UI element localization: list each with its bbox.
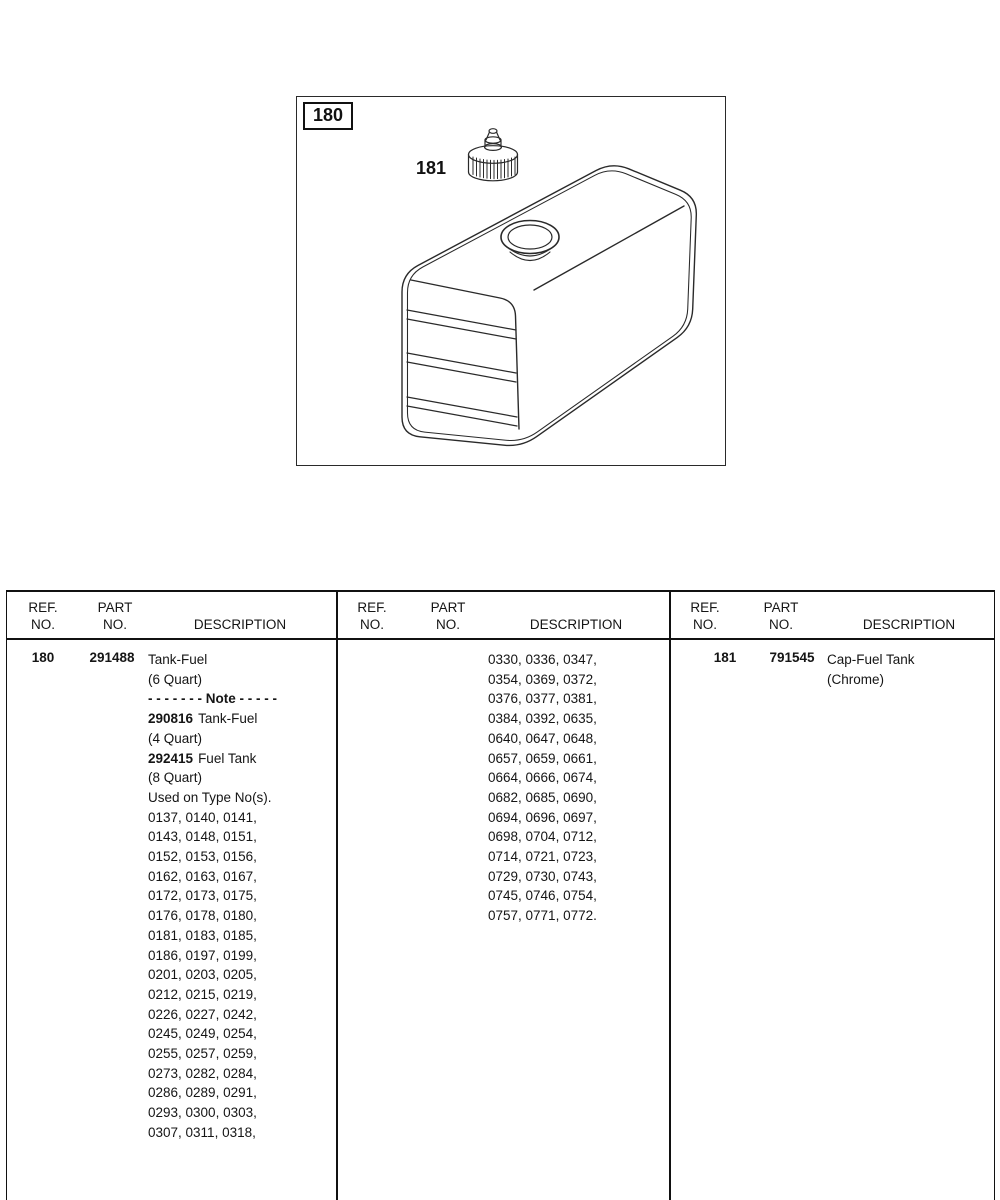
- type-numbers-line: 0745, 0746, 0754,: [488, 888, 597, 904]
- figure-ref-badge: [303, 102, 353, 130]
- tank-outline-inner: [407, 171, 691, 441]
- type-numbers-block: [488, 650, 668, 926]
- alt-part-number: 292415: [148, 750, 194, 766]
- desc-line: (8 Quart): [148, 770, 203, 786]
- type-numbers-line: 0245, 0249, 0254,: [148, 1026, 257, 1042]
- desc-line: (Chrome): [827, 671, 885, 687]
- type-numbers-line: 0186, 0197, 0199,: [148, 947, 257, 963]
- tank-front-edge: [411, 280, 519, 429]
- type-numbers-line: 0694, 0696, 0697,: [488, 809, 597, 825]
- desc-line: (4 Quart): [148, 730, 203, 746]
- type-numbers-line: 0286, 0289, 0291,: [148, 1085, 257, 1101]
- description-cell: [827, 650, 997, 689]
- alt-part-name: Fuel Tank: [198, 750, 257, 766]
- type-numbers-line: 0682, 0685, 0690,: [488, 789, 597, 805]
- type-numbers-line: 0143, 0148, 0151,: [148, 829, 257, 845]
- type-numbers-line: 0212, 0215, 0219,: [148, 986, 257, 1002]
- desc-line: Tank-Fuel: [148, 652, 208, 667]
- alt-part-name: Tank-Fuel: [198, 711, 258, 727]
- figure-box: [296, 96, 726, 466]
- type-numbers-line: 0640, 0647, 0648,: [488, 730, 597, 746]
- type-numbers-line: 0307, 0311, 0318,: [148, 1124, 256, 1140]
- header-part-no-2: PART NO.: [430, 600, 466, 632]
- figure-ref-label: 180: [313, 105, 344, 125]
- type-numbers-line: 0176, 0178, 0180,: [148, 908, 257, 924]
- column-divider-2: [669, 592, 671, 1200]
- type-numbers-line: 0757, 0771, 0772.: [488, 908, 597, 924]
- desc-line: Cap-Fuel Tank: [827, 652, 915, 667]
- tank-top-front-edge: [534, 206, 684, 290]
- header-part-no-1: PART NO.: [97, 600, 133, 632]
- parts-table: [6, 590, 995, 1200]
- tank-straps: [407, 310, 517, 426]
- ref-no-cell: 181: [713, 650, 737, 665]
- part-no-cell: 791545: [769, 650, 815, 665]
- type-numbers-line: 0152, 0153, 0156,: [148, 849, 257, 865]
- type-numbers-block: [148, 808, 334, 1143]
- type-numbers-line: 0226, 0227, 0242,: [148, 1006, 257, 1022]
- note-line: - - - - - - - Note - - - - -: [148, 691, 277, 707]
- type-numbers-line: 0273, 0282, 0284,: [148, 1065, 257, 1081]
- type-numbers-line: 0162, 0163, 0167,: [148, 868, 257, 884]
- type-numbers-line: 0376, 0377, 0381,: [488, 691, 597, 707]
- header-rule: [7, 638, 994, 640]
- desc-line: (6 Quart): [148, 671, 203, 687]
- fuel-cap-drawing: [469, 129, 518, 181]
- type-numbers-line: 0354, 0369, 0372,: [488, 671, 597, 687]
- type-numbers-line: 0714, 0721, 0723,: [488, 849, 597, 865]
- header-ref-no-1: REF. NO.: [28, 600, 58, 632]
- type-numbers-line: 0255, 0257, 0259,: [148, 1046, 257, 1062]
- ref-no-cell: 180: [31, 650, 55, 665]
- filler-neck: [501, 221, 559, 261]
- used-on-line: Used on Type No(s).: [148, 789, 272, 805]
- alt-part-line: [148, 749, 334, 769]
- cap-ref-label: 181: [416, 158, 447, 178]
- type-numbers-line: 0181, 0183, 0185,: [148, 927, 257, 943]
- part-no-cell: 291488: [89, 650, 135, 665]
- description-cell: [488, 650, 668, 926]
- header-description-3: DESCRIPTION: [862, 616, 956, 632]
- type-numbers-line: 0293, 0300, 0303,: [148, 1105, 257, 1121]
- header-description-1: DESCRIPTION: [193, 616, 287, 632]
- column-divider-1: [336, 592, 338, 1200]
- type-numbers-line: 0201, 0203, 0205,: [148, 967, 257, 983]
- type-numbers-line: 0172, 0173, 0175,: [148, 888, 257, 904]
- header-part-no-3: PART NO.: [763, 600, 799, 632]
- fuel-tank-drawing: [297, 97, 725, 465]
- header-ref-no-2: REF. NO.: [357, 600, 387, 632]
- alt-part-number: 290816: [148, 711, 194, 727]
- alt-part-line: [148, 709, 334, 729]
- type-numbers-line: 0729, 0730, 0743,: [488, 868, 597, 884]
- type-numbers-line: 0657, 0659, 0661,: [488, 750, 597, 766]
- type-numbers-line: 0330, 0336, 0347,: [488, 652, 597, 667]
- type-numbers-line: 0137, 0140, 0141,: [148, 809, 257, 825]
- type-numbers-line: 0384, 0392, 0635,: [488, 711, 597, 727]
- type-numbers-line: 0698, 0704, 0712,: [488, 829, 597, 845]
- header-ref-no-3: REF. NO.: [690, 600, 720, 632]
- description-cell: [148, 650, 334, 1143]
- type-numbers-line: 0664, 0666, 0674,: [488, 770, 597, 786]
- header-description-2: DESCRIPTION: [529, 616, 623, 632]
